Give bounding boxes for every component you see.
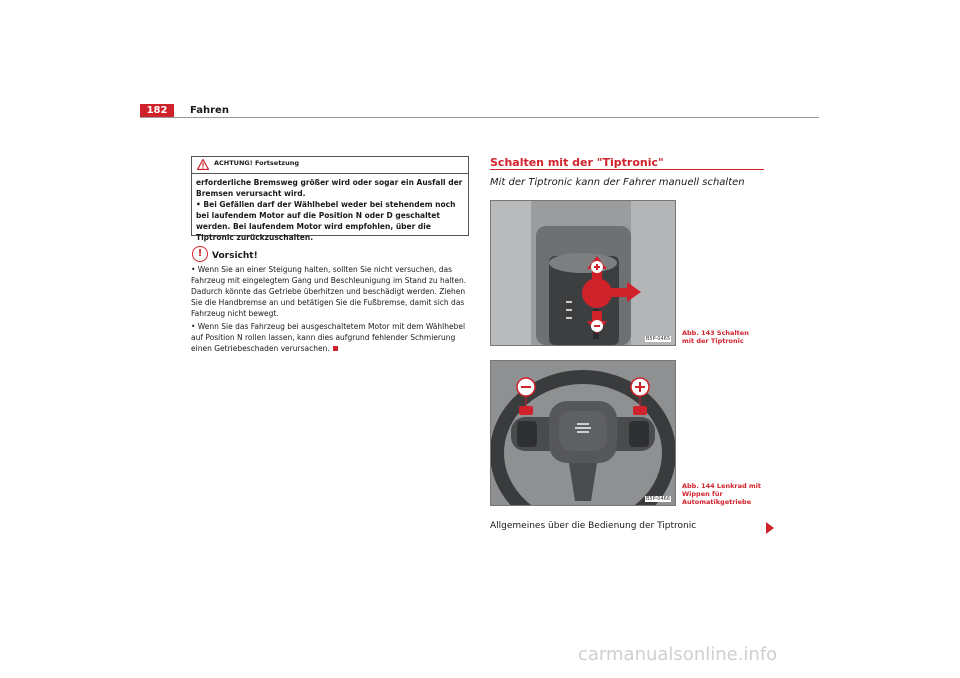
caution-item: • Wenn Sie an einer Steigung halten, sollten Sie nicht versuchen, das Fahrzeug mit eingelegtem Gang und Beschleunigung im Stand zu halten. Dadurch könnte das Getriebe überhitzen und beschädigt werden. Ziehen Sie die Handbremse an und betätigen Sie die Fußbremse, damit sich das Fahrzeug nicht bewegt. [191, 265, 467, 318]
figure-tiptronic-shifter [490, 200, 676, 346]
watermark: carmanualsonline.info [578, 644, 778, 665]
caution-title: Vorsicht! [212, 251, 258, 261]
subsection-heading: Allgemeines über die Bedienung der Tiptronic [490, 521, 697, 531]
figure-steering-wheel [490, 360, 676, 506]
warning-header [192, 157, 468, 174]
topic-subtitle: Mit der Tiptronic kann der Fahrer manuell schalten [490, 177, 745, 188]
header-divider [140, 117, 819, 118]
caution-item: • Wenn Sie das Fahrzeug bei ausgeschaltetem Motor mit dem Wählhebel auf Position N rollen lassen, kann dies aufgrund fehlender Schmierung einen Getriebeschaden verursachen. [191, 322, 466, 353]
figure-code: B5P-0466 [645, 496, 670, 502]
figure-caption: Abb. 144 Lenkrad mit Wippen für Automatikgetriebe [682, 482, 762, 506]
warning-triangle-icon [197, 159, 209, 170]
next-page-arrow-icon[interactable] [766, 522, 774, 534]
steering-wheel-illustration [491, 361, 675, 505]
figure-code: B5P-0465 [645, 336, 670, 342]
warning-text [196, 177, 466, 243]
warning-line: • Bei Gefällen darf der Wählhebel weder bei stehendem noch bei laufendem Motor auf die Position N oder D geschaltet werden. Bei laufendem Motor wird empfohlen, über die Tiptronic zurückzuschalten. [196, 200, 456, 242]
warning-line: erforderliche Bremsweg größer wird oder sogar ein Ausfall der Bremsen verursacht wird. [196, 178, 463, 198]
figure-caption: Abb. 143 Schalten mit der Tiptronic [682, 329, 749, 345]
topic-divider [490, 169, 764, 170]
page-number: 182 [140, 104, 174, 118]
section-title: Fahren [190, 105, 229, 116]
shifter-illustration [491, 201, 675, 345]
caution-text [191, 264, 469, 356]
end-marker-icon [333, 346, 338, 351]
caution-icon: ! [192, 246, 208, 262]
topic-title: Schalten mit der "Tiptronic" [490, 156, 664, 169]
warning-label: ACHTUNG! Fortsetzung [214, 159, 299, 167]
warning-box [191, 156, 469, 242]
